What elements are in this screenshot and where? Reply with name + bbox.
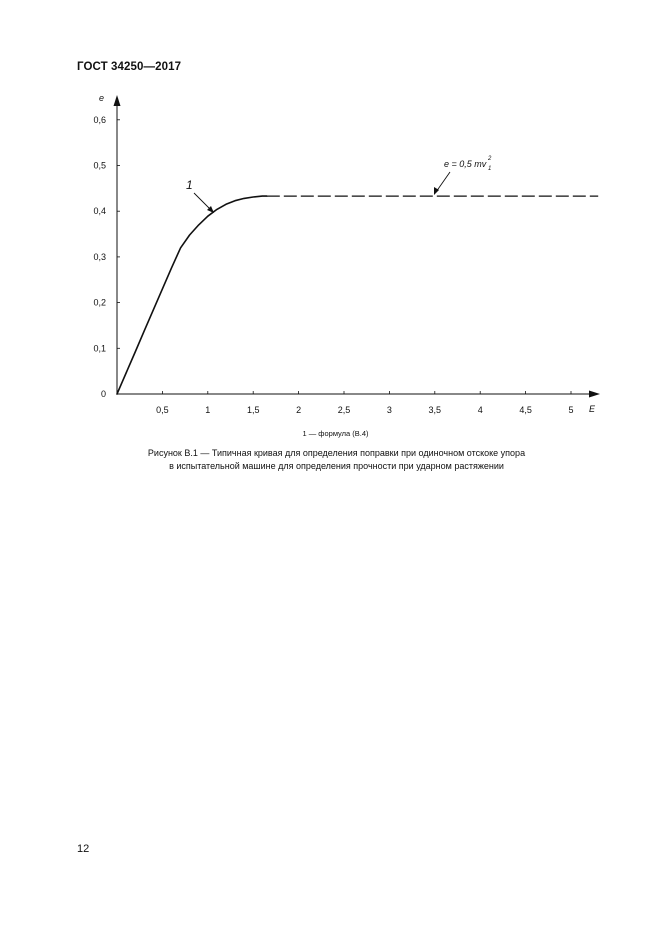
y-tick-label: 0,5 [93,160,106,171]
curve-label-leader-line [194,193,211,210]
x-tick-label: 5 [568,405,574,415]
chart-axes [99,93,600,414]
y-axis-arrow-icon [114,95,121,106]
x-tick-label: 4,5 [519,405,532,415]
y-tick-label: 0,3 [93,251,106,262]
y-tick-label: 0,4 [93,206,106,217]
x-tick-label: 3,5 [428,405,442,415]
formula-subscript: 1 [488,166,492,172]
x-tick-label: 2,5 [337,405,351,415]
document-header: ГОСТ 34250—2017 [77,61,182,73]
y-axis-label: e [99,93,105,103]
chart-ticks [93,115,573,415]
chart-series [117,196,598,394]
figure-legend: 1 — формула (В.4) [302,429,369,438]
page-number: 12 [77,843,90,855]
figure-caption-line-2: в испытательной машине для определения прочности при ударном растяжении [169,461,504,471]
x-tick-label: 2 [296,405,302,415]
y-tick-label: 0,1 [93,343,106,354]
x-tick-label: 1 [205,405,211,415]
correction-curve-line [117,196,267,394]
formula-leader-line [436,172,450,192]
y-tick-label: 0,2 [93,297,106,308]
x-tick-label: 3 [386,405,392,415]
x-axis-arrow-icon [589,391,600,398]
x-tick-label: 1,5 [246,405,260,415]
x-tick-label: 0,5 [156,405,169,415]
y-tick-label: 0 [100,389,106,399]
figure-caption-line-1: Рисунок В.1 — Типичная кривая для определения поправки при одиночном отскоке упора [147,448,526,458]
curve-label: 1 [186,178,193,192]
figure-caption [0,447,661,473]
x-tick-label: 4 [477,405,483,415]
chart-annotations [186,156,492,213]
y-tick-label: 0,6 [93,114,106,125]
formula-superscript: 2 [488,156,492,162]
x-axis-label: E [589,404,596,414]
formula-label: e = 0,5 mv [444,159,487,169]
